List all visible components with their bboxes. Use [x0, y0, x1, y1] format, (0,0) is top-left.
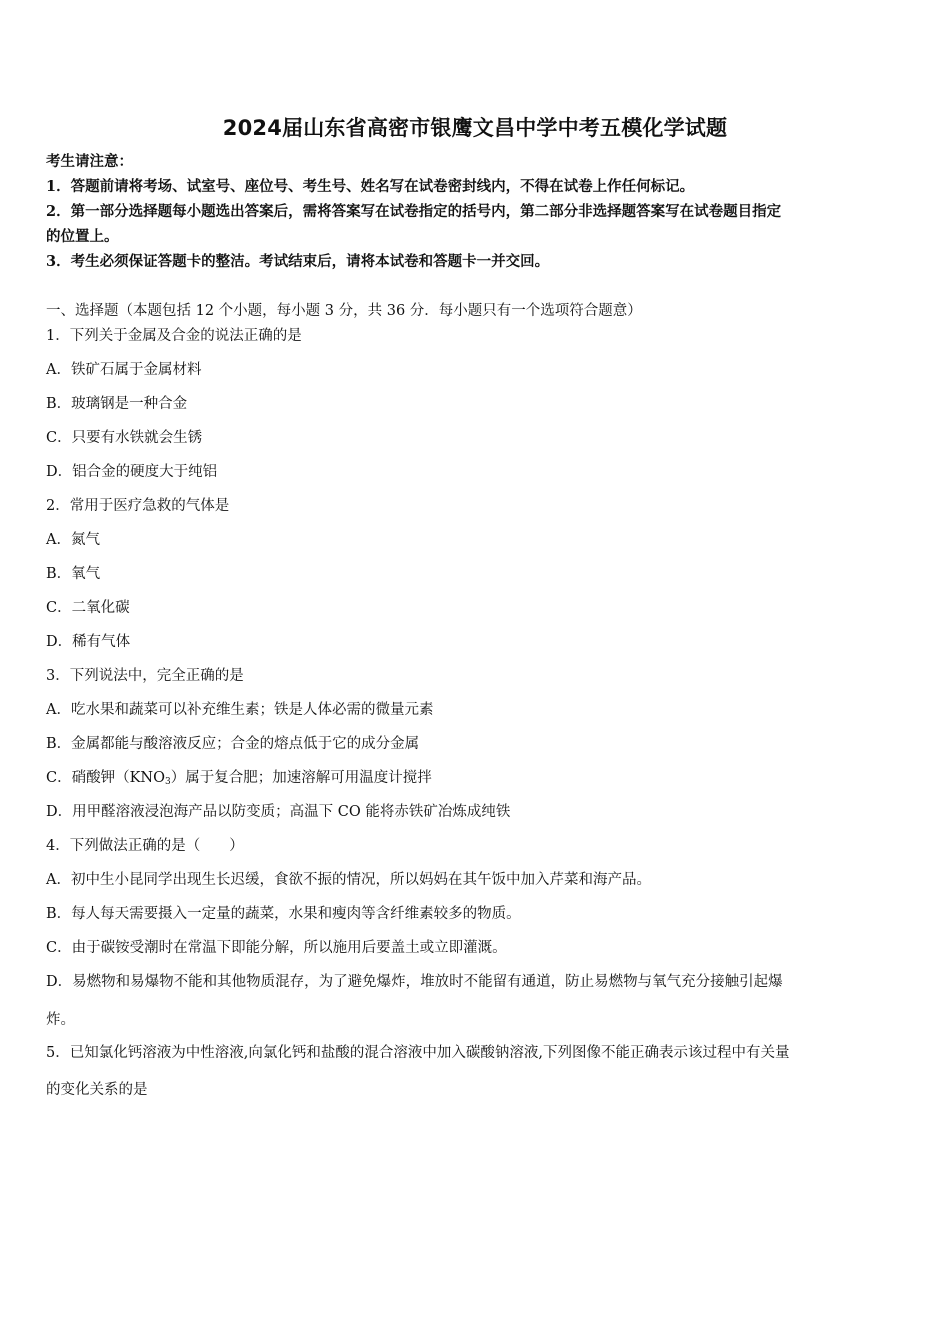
notice-item: 1．答题前请将考场、试室号、座位号、考生号、姓名写在试卷密封线内，不得在试卷上作任何标记。	[46, 178, 695, 195]
answer-option: B．玻璃钢是一种合金	[46, 396, 188, 412]
answer-option: D．铝合金的硬度大于纯铝	[46, 464, 218, 480]
notice-item: 3．考生必须保证答题卡的整洁。考试结束后，请将本试卷和答题卡一并交回。	[46, 253, 550, 270]
question-stem: 2．常用于医疗急救的气体是	[46, 498, 230, 514]
notice-item: 2．第一部分选择题每小题选出答案后，需将答案写在试卷指定的括号内，第二部分非选择题答案写在试卷题目指定	[46, 203, 782, 220]
option-text: ）属于复合肥；加速溶解可用温度计搅拌	[170, 770, 432, 786]
answer-option: C．二氧化碳	[46, 600, 130, 616]
question-stem: 1．下列关于金属及合金的说法正确的是	[46, 328, 302, 344]
question-stem-continued: 的变化关系的是	[46, 1082, 148, 1098]
notice-heading: 考生请注意：	[46, 153, 133, 170]
section-heading: 一、选择题（本题包括 12 个小题，每小题 3 分，共 36 分．每小题只有一个选项符合题意）	[46, 303, 642, 319]
answer-option: B．每人每天需要摄入一定量的蔬菜，水果和瘦肉等含纤维素较多的物质。	[46, 906, 521, 922]
answer-option: C．只要有水铁就会生锈	[46, 430, 203, 446]
answer-option: D．易燃物和易爆物不能和其他物质混存，为了避免爆炸，堆放时不能留有通道，防止易燃物与氧气充分接触引起爆	[46, 974, 783, 990]
answer-option: A．氮气	[46, 532, 100, 548]
subscript: 3	[165, 777, 171, 787]
answer-option: D．用甲醛溶液浸泡海产品以防变质；高温下 CO 能将赤铁矿冶炼成纯铁	[46, 804, 511, 820]
option-text: C．硝酸钾（KNO	[46, 770, 166, 786]
question-stem: 4．下列做法正确的是（ ）	[46, 838, 244, 854]
answer-option: A．初中生小昆同学出现生长迟缓，食欲不振的情况，所以妈妈在其午饭中加入芹菜和海产品。	[46, 872, 651, 888]
notice-item: 的位置上。	[46, 228, 119, 245]
answer-option: A．吃水果和蔬菜可以补充维生素；铁是人体必需的微量元素	[46, 702, 434, 718]
question-stem: 5．已知氯化钙溶液为中性溶液,向氯化钙和盐酸的混合溶液中加入碳酸钠溶液,下列图像不能正确表示该过程中有关量	[46, 1045, 790, 1061]
answer-option: B．金属都能与酸溶液反应；合金的熔点低于它的成分金属	[46, 736, 420, 752]
answer-option-continued: 炸。	[46, 1012, 75, 1028]
answer-option: C．由于碳铵受潮时在常温下即能分解，所以施用后要盖土或立即灌溉。	[46, 940, 507, 956]
question-stem: 3．下列说法中，完全正确的是	[46, 668, 244, 684]
answer-option	[46, 768, 906, 788]
answer-option: B．氧气	[46, 566, 101, 582]
answer-option: A．铁矿石属于金属材料	[46, 362, 202, 378]
page-title: 2024届山东省高密市银鹰文昌中学中考五模化学试题	[222, 116, 728, 140]
answer-option: D．稀有气体	[46, 634, 131, 650]
